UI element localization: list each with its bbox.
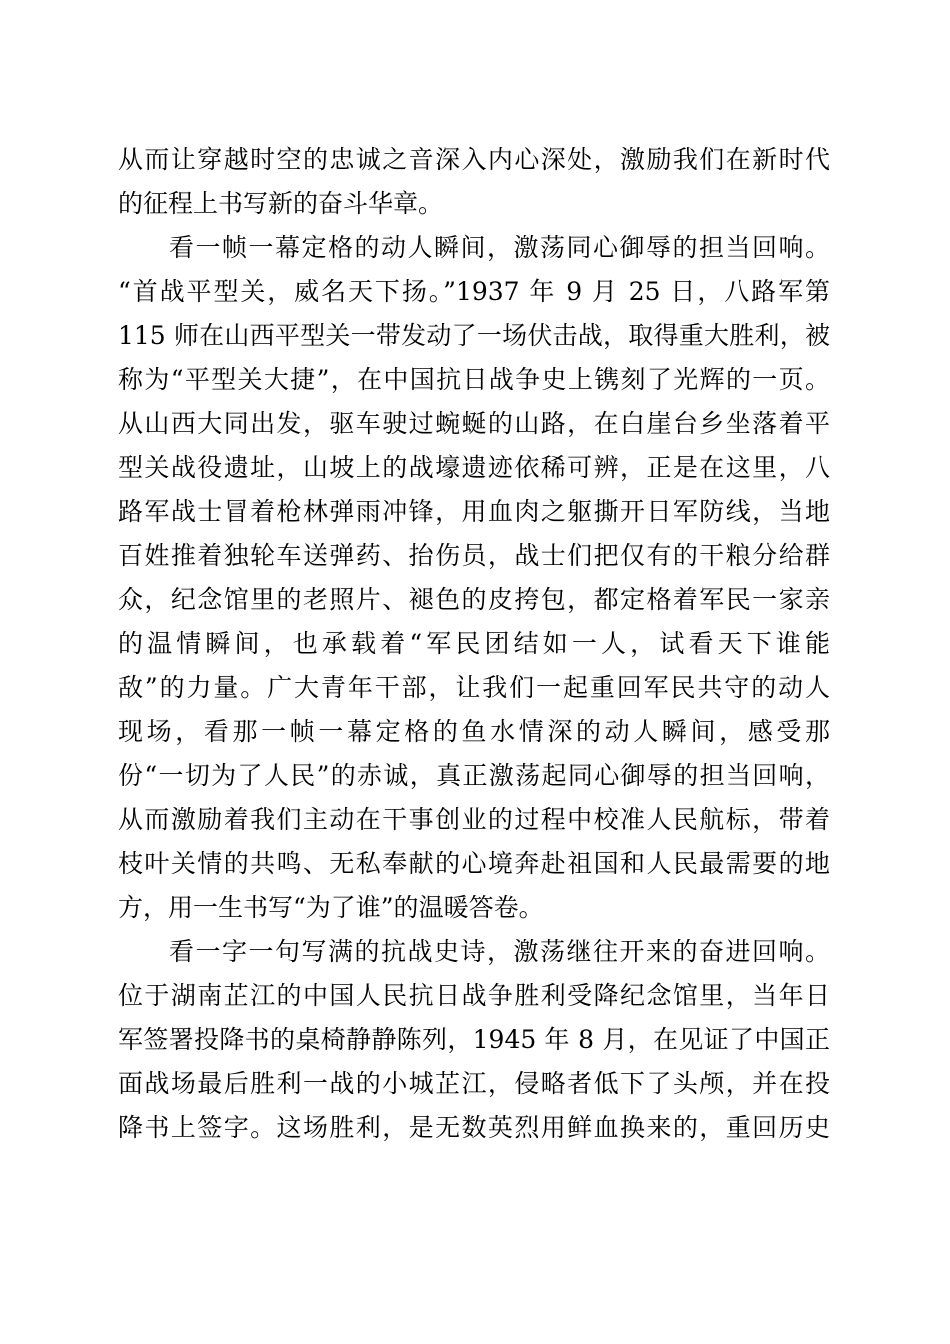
text-line: 的温情瞬间，也承载着“军民团结如一人，试看天下谁能 [118, 629, 830, 658]
text-line: 方，用一生书写“为了谁”的温暖答卷。 [118, 893, 544, 922]
text-line: “首战平型关，威名天下扬。”1937 年 9 月 25 日，八路军第 [118, 277, 830, 306]
text-line: 从而激励着我们主动在干事创业的过程中校准人民航标，带着 [118, 805, 830, 834]
text-line: 降书上签字。这场胜利，是无数英烈用鲜血换来的，重回历史 [118, 1113, 830, 1142]
text-line: 敌”的力量。广大青年干部，让我们一起重回军民共守的动人 [118, 673, 830, 702]
text-line: 枝叶关情的共鸣、无私奉献的心境奔赴祖国和人民最需要的地 [118, 849, 830, 878]
text-line: 份“一切为了人民”的赤诚，真正激荡起同心御辱的担当回响， [118, 761, 830, 790]
text-line: 从山西大同出发，驱车驶过蜿蜒的山路，在白崖台乡坐落着平 [118, 409, 830, 438]
text-line: 面战场最后胜利一战的小城芷江，侵略者低下了头颅，并在投 [118, 1069, 830, 1098]
body-text [118, 138, 830, 1150]
text-line: 称为“平型关大捷”，在中国抗日战争史上镌刻了光辉的一页。 [118, 365, 830, 394]
text-line: 现场，看那一帧一幕定格的鱼水情深的动人瞬间，感受那 [118, 717, 830, 746]
paragraph-start-line: 看一帧一幕定格的动人瞬间，激荡同心御辱的担当回响。 [169, 233, 830, 262]
text-line: 众，纪念馆里的老照片、褪色的皮挎包，都定格着军民一家亲 [118, 585, 830, 614]
paragraph-start-line: 看一字一句写满的抗战史诗，激荡继往开来的奋进回响。 [169, 937, 830, 966]
text-line: 从而让穿越时空的忠诚之音深入内心深处，激励我们在新时代 [118, 145, 830, 174]
text-line: 位于湖南芷江的中国人民抗日战争胜利受降纪念馆里，当年日 [118, 981, 830, 1010]
text-line: 115 师在山西平型关一带发动了一场伏击战，取得重大胜利，被 [118, 321, 830, 350]
text-line: 型关战役遗址，山坡上的战壕遗迹依稀可辨，正是在这里，八 [118, 453, 830, 482]
text-line: 的征程上书写新的奋斗华章。 [118, 189, 444, 218]
text-line: 路军战士冒着枪林弹雨冲锋，用血肉之躯撕开日军防线，当地 [118, 497, 830, 526]
text-line: 军签署投降书的桌椅静静陈列，1945 年 8 月，在见证了中国正 [118, 1025, 830, 1054]
text-line: 百姓推着独轮车送弹药、抬伤员，战士们把仅有的干粮分给群 [118, 541, 830, 570]
